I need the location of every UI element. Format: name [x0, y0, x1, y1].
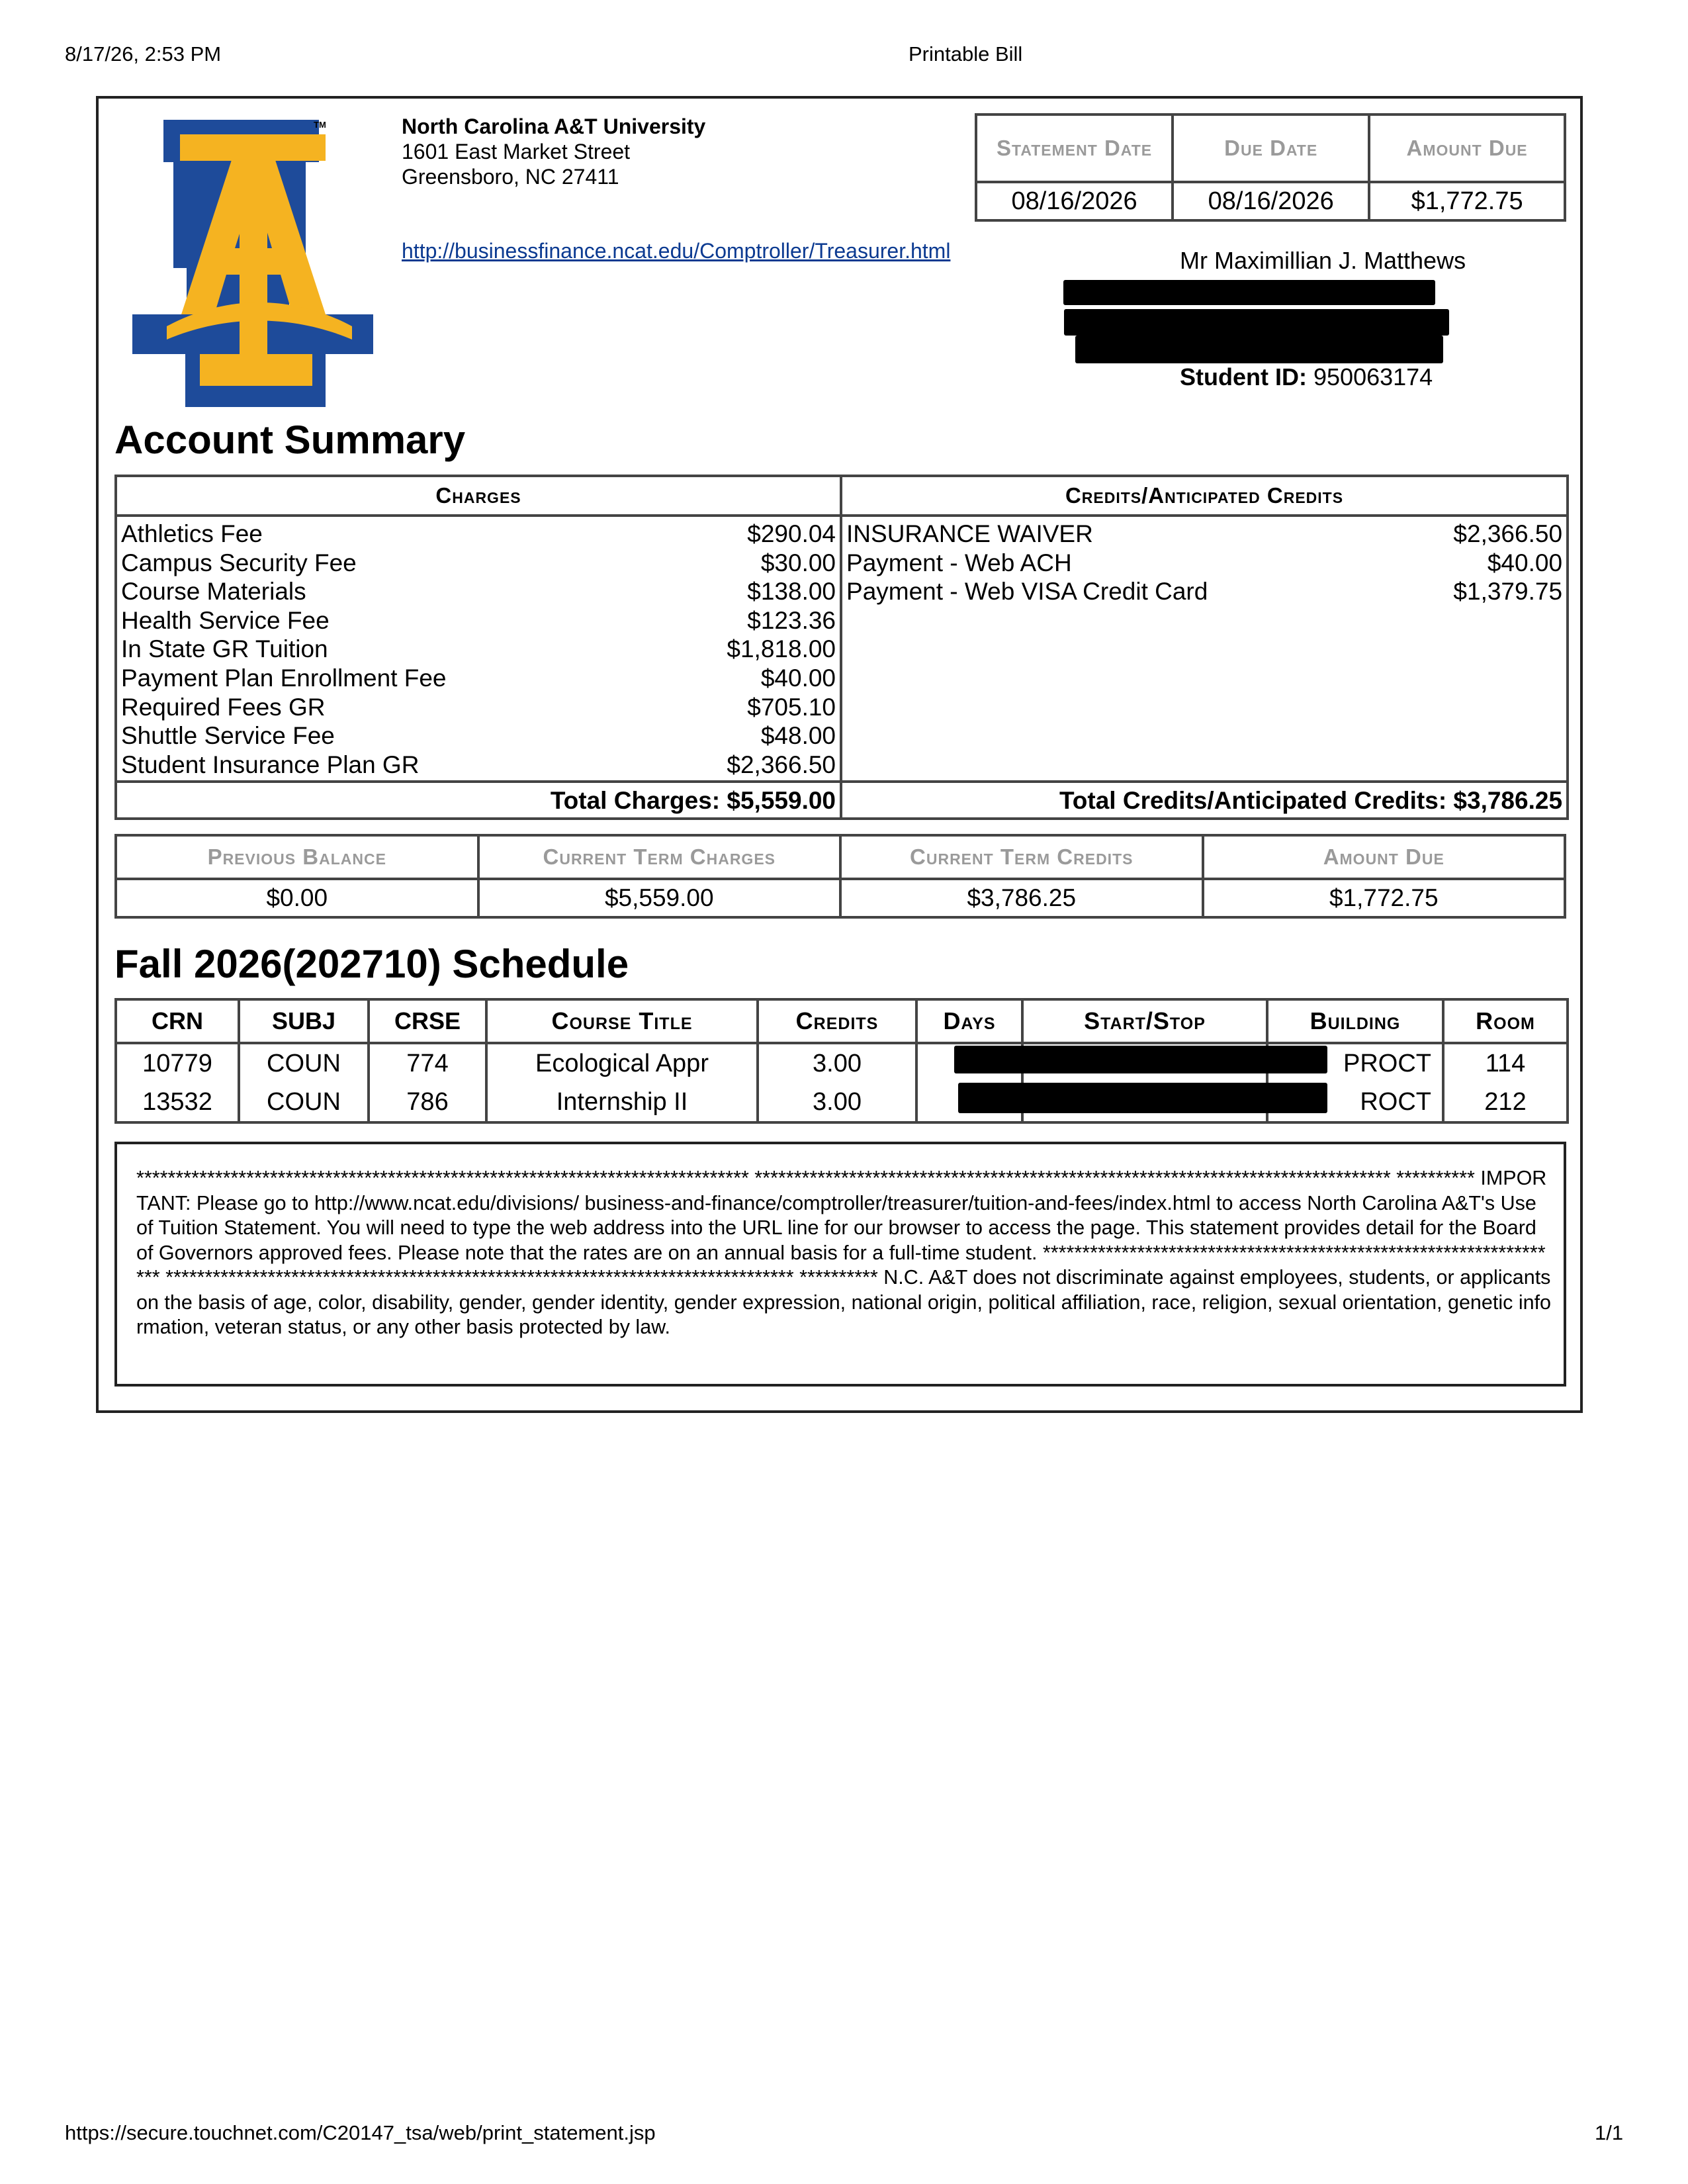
university-street: 1601 East Market Street	[402, 140, 631, 163]
charge-amount: $705.10	[747, 693, 836, 721]
charge-amount: $30.00	[760, 549, 836, 576]
treasurer-website-link[interactable]: http://businessfinance.ncat.edu/Comptroller/Treasurer.html	[402, 239, 951, 263]
crn: 13532	[116, 1083, 239, 1122]
statement-summary-table	[975, 113, 1566, 222]
charge-label: Student Insurance Plan GR	[116, 751, 711, 782]
charge-label: Shuttle Service Fee	[116, 721, 711, 751]
summary-row	[116, 549, 1568, 578]
schedule-row	[116, 1043, 1568, 1083]
building: PROCT	[1267, 1043, 1443, 1083]
statement-date-header: Statement Date	[976, 114, 1173, 182]
student-id	[1180, 363, 1433, 391]
trademark-mark: TM	[314, 120, 326, 130]
sched-header-building: Building	[1267, 999, 1443, 1043]
credit-label: Payment - Web VISA Credit Card	[841, 577, 1423, 606]
charge-amount: $2,366.50	[727, 751, 836, 778]
credits: 3.00	[758, 1083, 916, 1122]
summary-row	[116, 606, 1568, 635]
sched-header-room: Room	[1443, 999, 1568, 1043]
credit-label	[841, 751, 1423, 782]
balance-summary-table	[114, 834, 1566, 919]
current-term-credits-header: Current Term Credits	[840, 835, 1203, 879]
amount-due-header: Amount Due	[1369, 114, 1565, 182]
sched-header-credits: Credits	[758, 999, 916, 1043]
due-date-header: Due Date	[1173, 114, 1369, 182]
credits-header: Credits/Anticipated Credits	[841, 476, 1568, 516]
building: ROCT	[1267, 1083, 1443, 1122]
balance-amount-due-value: $1,772.75	[1203, 879, 1566, 917]
summary-row	[116, 516, 1568, 549]
print-datetime: 8/17/26, 2:53 PM	[65, 42, 222, 66]
print-url: https://secure.touchnet.com/C20147_tsa/web/print_statement.jsp	[65, 2121, 656, 2144]
charge-amount: $48.00	[760, 722, 836, 750]
course-title: Internship II	[486, 1083, 758, 1122]
summary-row	[116, 664, 1568, 693]
sched-header-crse: CRSE	[369, 999, 486, 1043]
university-name: North Carolina A&T University	[402, 114, 706, 138]
university-city: Greensboro, NC 27411	[402, 165, 619, 189]
credit-label: INSURANCE WAIVER	[841, 516, 1423, 549]
credit-label	[841, 693, 1423, 722]
summary-row	[116, 635, 1568, 664]
redacted-schedule-row-1	[954, 1046, 1327, 1073]
account-summary-table	[114, 475, 1569, 820]
credit-label	[841, 721, 1423, 751]
student-name: Mr Maximillian J. Matthews	[1180, 247, 1466, 274]
previous-balance-header: Previous Balance	[116, 835, 478, 879]
credit-amount: $1,379.75	[1423, 577, 1568, 606]
credit-amount	[1423, 693, 1568, 722]
summary-row	[116, 721, 1568, 751]
sched-header-subj: SUBJ	[239, 999, 369, 1043]
credit-amount	[1423, 721, 1568, 751]
summary-row	[116, 577, 1568, 606]
course-title: Ecological Appr	[486, 1043, 758, 1083]
notice-text: ****************************************************************************** ********************************************************************************* ********** IMPORTANT: Please go to http://www.ncat.edu/divisions/ business-and-finance/comptroller/treasurer/tuition-and-fees/index.html to access North Carolina A&T's Use of Tuition Statement. You will need to type the web address into the URL line for our browser to access the page. This statement provides detail for the Board of Governors approved fees. Please note that the rates are on an annual basis for a full-time student. ******************************************************************* ******************************************************************************** ********** N.C. A&T does not discriminate against employees, students, or applicants on the basis of age, color, disability, gender, gender identity, gender expression, national origin, political affiliation, race, religion, sexual orientation, genetic information, veteran status, or any other basis protected by law.	[136, 1167, 1552, 1338]
charge-amount: $1,818.00	[727, 635, 836, 663]
current-term-charges-value: $5,559.00	[478, 879, 841, 917]
student-id-label: Student ID:	[1180, 363, 1307, 390]
sched-header-course-title: Course Title	[486, 999, 758, 1043]
charges-header: Charges	[116, 476, 841, 516]
room: 114	[1443, 1043, 1568, 1083]
credit-label: Payment - Web ACH	[841, 549, 1423, 578]
current-term-charges-header: Current Term Charges	[478, 835, 841, 879]
charge-amount: $40.00	[760, 664, 836, 692]
summary-row	[116, 751, 1568, 782]
print-title: Printable Bill	[909, 42, 1023, 66]
redacted-schedule-row-2	[958, 1083, 1327, 1113]
credits: 3.00	[758, 1043, 916, 1083]
sched-header-start-stop: Start/Stop	[1022, 999, 1267, 1043]
charge-label: Required Fees GR	[116, 693, 711, 722]
charge-label: Course Materials	[116, 577, 711, 606]
schedule-title: Fall 2026(202710) Schedule	[114, 942, 629, 986]
charge-label: Payment Plan Enrollment Fee	[116, 664, 711, 693]
credit-amount	[1423, 635, 1568, 664]
schedule-table	[114, 998, 1569, 1124]
room: 212	[1443, 1083, 1568, 1122]
current-term-credits-value: $3,786.25	[840, 879, 1203, 917]
previous-balance-value: $0.00	[116, 879, 478, 917]
credit-label	[841, 606, 1423, 635]
charge-amount: $290.04	[747, 520, 836, 547]
charge-label: Health Service Fee	[116, 606, 711, 635]
course-number: 774	[369, 1043, 486, 1083]
sched-header-days: Days	[916, 999, 1022, 1043]
redacted-address-line-2	[1064, 309, 1449, 336]
balance-amount-due-header: Amount Due	[1203, 835, 1566, 879]
amount-due-value: $1,772.75	[1369, 182, 1565, 220]
charge-amount: $123.36	[747, 606, 836, 634]
credit-amount	[1423, 606, 1568, 635]
total-charges: Total Charges: $5,559.00	[116, 782, 841, 819]
charge-label: Athletics Fee	[116, 516, 711, 549]
credit-amount: $2,366.50	[1423, 516, 1568, 549]
subject: COUN	[239, 1043, 369, 1083]
print-page-number: 1/1	[1595, 2121, 1624, 2144]
subject: COUN	[239, 1083, 369, 1122]
sched-header-crn: CRN	[116, 999, 239, 1043]
credit-amount	[1423, 664, 1568, 693]
credit-label	[841, 664, 1423, 693]
charge-label: Campus Security Fee	[116, 549, 711, 578]
statement-date-value: 08/16/2026	[976, 182, 1173, 220]
crn: 10779	[116, 1043, 239, 1083]
due-date-value: 08/16/2026	[1173, 182, 1369, 220]
charge-amount: $138.00	[747, 578, 836, 606]
ncat-aggie-logo-icon	[127, 116, 377, 414]
credit-label	[841, 635, 1423, 664]
account-summary-title: Account Summary	[114, 418, 466, 462]
redacted-address-line-3	[1075, 336, 1443, 363]
schedule-row	[116, 1083, 1568, 1122]
student-id-value: 950063174	[1313, 363, 1433, 390]
summary-row	[116, 693, 1568, 722]
charge-label: In State GR Tuition	[116, 635, 711, 664]
redacted-address-line-1	[1063, 280, 1435, 305]
total-credits: Total Credits/Anticipated Credits: $3,786.25	[841, 782, 1568, 819]
course-number: 786	[369, 1083, 486, 1122]
credit-amount	[1423, 751, 1568, 782]
credit-amount: $40.00	[1423, 549, 1568, 578]
